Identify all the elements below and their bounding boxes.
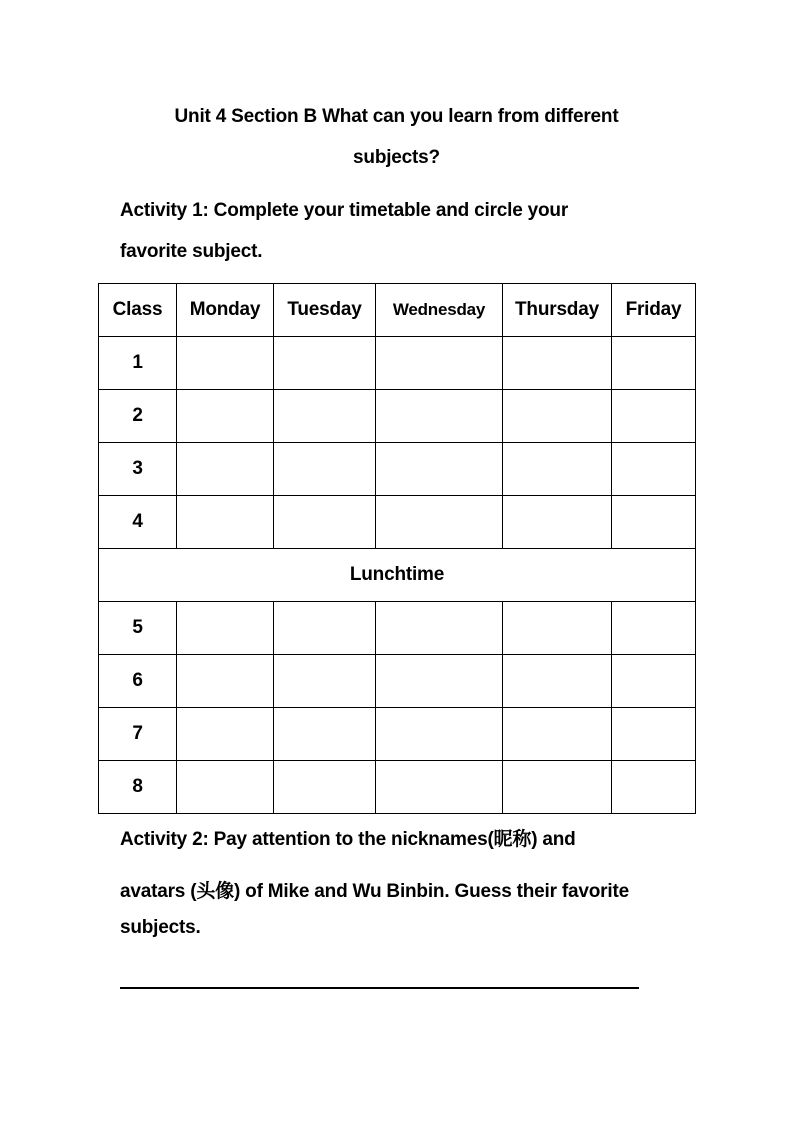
timetable-cell[interactable] [376, 443, 503, 496]
class-number: 2 [99, 390, 177, 443]
timetable-cell[interactable] [177, 496, 274, 549]
table-row [99, 443, 696, 496]
class-number: 1 [99, 337, 177, 390]
timetable-cell[interactable] [503, 443, 612, 496]
timetable-cell[interactable] [376, 337, 503, 390]
timetable-cell[interactable] [612, 761, 696, 814]
timetable-cell[interactable] [177, 337, 274, 390]
timetable-cell[interactable] [274, 655, 376, 708]
timetable-cell[interactable] [503, 708, 612, 761]
class-number: 8 [99, 761, 177, 814]
table-row [99, 337, 696, 390]
class-number: 7 [99, 708, 177, 761]
activity-2-instruction-line-3: subjects. [120, 917, 201, 938]
class-number: 6 [99, 655, 177, 708]
table-row [99, 761, 696, 814]
header-friday: Friday [612, 284, 696, 337]
header-class: Class [99, 284, 177, 337]
timetable-cell[interactable] [503, 390, 612, 443]
timetable-cell[interactable] [376, 761, 503, 814]
timetable-cell[interactable] [274, 602, 376, 655]
timetable-cell[interactable] [177, 390, 274, 443]
timetable-cell[interactable] [612, 602, 696, 655]
timetable-cell[interactable] [376, 496, 503, 549]
activity-2-instruction-line-1: Activity 2: Pay attention to the nicknames(昵称) and [120, 829, 576, 850]
lunchtime-row [99, 549, 696, 602]
activity-1-instruction-line-2: favorite subject. [120, 241, 263, 262]
class-number: 5 [99, 602, 177, 655]
worksheet-title-line-1: Unit 4 Section B What can you learn from different [174, 106, 619, 127]
timetable-cell[interactable] [503, 337, 612, 390]
timetable-cell[interactable] [503, 496, 612, 549]
timetable-cell[interactable] [177, 443, 274, 496]
header-tuesday: Tuesday [274, 284, 376, 337]
timetable-cell[interactable] [376, 390, 503, 443]
timetable-cell[interactable] [612, 655, 696, 708]
timetable-cell[interactable] [274, 337, 376, 390]
activity-1-instruction-line-1: Activity 1: Complete your timetable and circle your [120, 200, 569, 221]
timetable-cell[interactable] [274, 761, 376, 814]
timetable-cell[interactable] [612, 708, 696, 761]
timetable-cell[interactable] [612, 390, 696, 443]
timetable-cell[interactable] [612, 337, 696, 390]
timetable-cell[interactable] [177, 761, 274, 814]
timetable-cell[interactable] [376, 602, 503, 655]
timetable-cell[interactable] [274, 708, 376, 761]
timetable-cell[interactable] [503, 655, 612, 708]
timetable-cell[interactable] [503, 602, 612, 655]
header-wednesday: Wednesday [376, 284, 503, 337]
timetable-cell[interactable] [274, 496, 376, 549]
timetable-cell[interactable] [612, 496, 696, 549]
table-row [99, 602, 696, 655]
table-row [99, 655, 696, 708]
lunchtime-label: Lunchtime [99, 549, 696, 602]
timetable-cell[interactable] [376, 655, 503, 708]
header-monday: Monday [177, 284, 274, 337]
timetable-cell[interactable] [612, 443, 696, 496]
table-row [99, 496, 696, 549]
timetable [98, 283, 696, 814]
class-number: 3 [99, 443, 177, 496]
worksheet-title-line-2: subjects? [353, 147, 440, 168]
timetable-cell[interactable] [177, 655, 274, 708]
timetable-cell[interactable] [503, 761, 612, 814]
timetable-cell[interactable] [177, 708, 274, 761]
timetable-cell[interactable] [274, 390, 376, 443]
header-thursday: Thursday [503, 284, 612, 337]
activity-2-instruction-line-2: avatars (头像) of Mike and Wu Binbin. Guess their favorite [120, 881, 629, 902]
timetable-cell[interactable] [177, 602, 274, 655]
timetable-cell[interactable] [274, 443, 376, 496]
timetable-header-row [99, 284, 696, 337]
table-row [99, 708, 696, 761]
answer-blank-line[interactable] [120, 987, 639, 989]
class-number: 4 [99, 496, 177, 549]
table-row [99, 390, 696, 443]
timetable-cell[interactable] [376, 708, 503, 761]
